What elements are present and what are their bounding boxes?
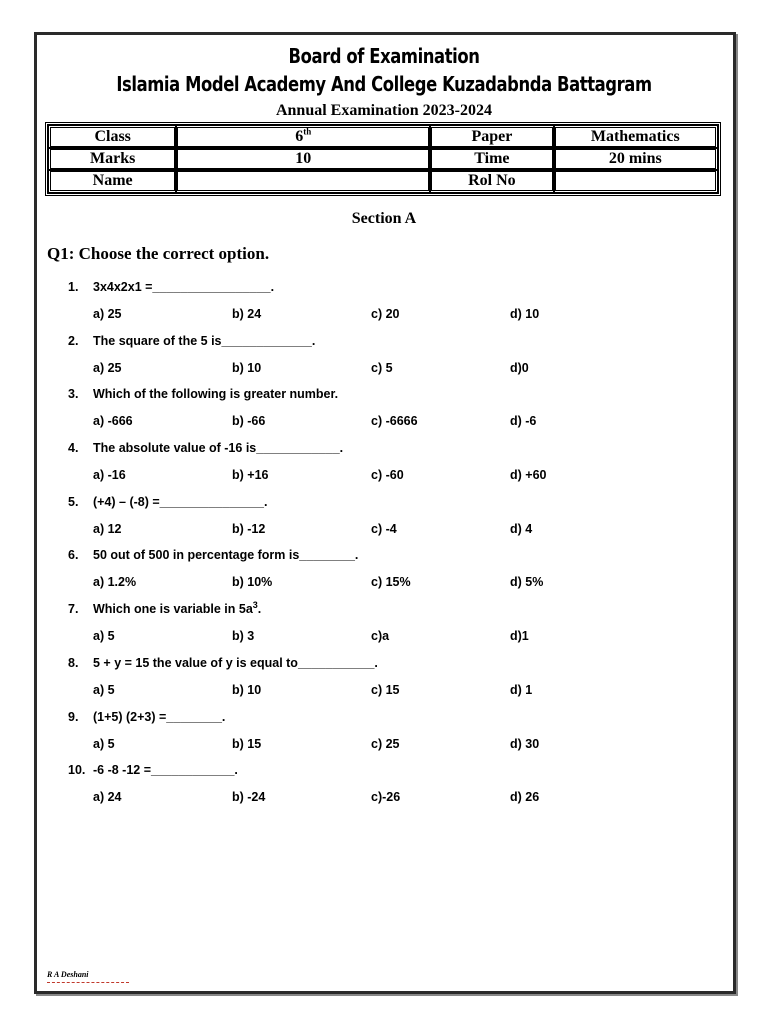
option-row	[93, 412, 693, 430]
question-number: 1.	[68, 280, 79, 294]
option-row	[93, 735, 693, 753]
question-heading: Q1: Choose the correct option.	[47, 244, 270, 263]
question-text: The absolute value of -16 is____________.	[93, 441, 344, 456]
option-row	[93, 627, 693, 645]
question-item	[68, 600, 708, 654]
question-text: Which one is variable in 5a	[93, 602, 253, 617]
option-row	[93, 681, 693, 699]
option-a[interactable]: a) 12	[93, 521, 122, 536]
info-row-name	[50, 171, 716, 191]
question-text: 3x4x2x1 =_________________.	[93, 280, 275, 294]
option-row	[93, 466, 693, 484]
question-number: 5.	[68, 494, 79, 509]
option-b[interactable]: b) 24	[232, 307, 262, 321]
rollno-label: Rol No	[431, 171, 552, 191]
option-row	[93, 520, 693, 538]
time-value: 20 mins	[555, 149, 716, 169]
question-item	[68, 761, 708, 815]
option-c[interactable]: c) 15	[371, 682, 400, 697]
option-c[interactable]: c) -4	[371, 521, 397, 536]
option-d[interactable]: d)0	[510, 360, 529, 375]
option-b[interactable]: b) 10	[232, 360, 262, 375]
time-label: Time	[431, 149, 552, 169]
question-number: 4.	[68, 441, 79, 456]
option-b[interactable]: b) -12	[232, 521, 266, 536]
question-item	[68, 439, 708, 493]
question-text: The square of the 5 is_____________.	[93, 333, 316, 348]
option-b[interactable]: b) 15	[232, 736, 262, 751]
option-a[interactable]: a) 1.2%	[93, 575, 137, 590]
question-number: 3.	[68, 387, 79, 402]
option-d[interactable]: d) 30	[510, 736, 540, 751]
option-b[interactable]: b) 3	[232, 629, 255, 644]
question-text-end: .	[257, 602, 262, 617]
option-row	[93, 573, 693, 591]
option-d[interactable]: d) 10	[510, 307, 540, 321]
option-b[interactable]: b) -24	[232, 790, 266, 805]
signature-underline	[47, 982, 129, 983]
option-a[interactable]: a) -666	[93, 414, 133, 429]
question-list	[68, 278, 708, 815]
question-text: Which of the following is greater number.	[93, 387, 339, 402]
signature: R A Deshani	[47, 970, 89, 979]
paper-label: Paper	[431, 127, 552, 147]
option-row	[93, 788, 693, 806]
option-c[interactable]: c)-26	[371, 790, 401, 805]
rollno-field[interactable]	[555, 171, 716, 191]
info-row-marks	[50, 149, 716, 169]
option-d[interactable]: d) 5%	[510, 575, 544, 590]
question-exponent: 3	[252, 599, 258, 610]
question-text: (1+5) (2+3) =________.	[93, 709, 226, 724]
option-c[interactable]: c) 25	[371, 736, 400, 751]
option-a[interactable]: a) -16	[93, 468, 126, 483]
question-number: 6.	[68, 548, 79, 563]
name-field[interactable]	[177, 171, 429, 191]
question-number: 7.	[68, 602, 79, 617]
question-text: 50 out of 500 in percentage form is________.	[93, 548, 359, 563]
marks-value: 10	[177, 149, 429, 169]
option-row	[93, 305, 693, 323]
option-c[interactable]: c) -60	[371, 468, 404, 483]
option-d[interactable]: d) +60	[510, 468, 547, 483]
option-a[interactable]: a) 25	[93, 360, 122, 375]
option-a[interactable]: a) 5	[93, 682, 115, 697]
question-number: 10.	[68, 763, 86, 778]
question-item	[68, 493, 708, 547]
option-a[interactable]: a) 24	[93, 790, 122, 805]
option-d[interactable]: d) 4	[510, 521, 533, 536]
option-b[interactable]: b) -66	[232, 414, 266, 429]
option-c[interactable]: c) 15%	[371, 575, 411, 590]
option-c[interactable]: c)a	[371, 629, 390, 644]
board-title: Board of Examination	[288, 44, 480, 68]
option-a[interactable]: a) 5	[93, 736, 115, 751]
option-d[interactable]: d) 26	[510, 790, 540, 805]
option-b[interactable]: b) +16	[232, 468, 269, 483]
option-a[interactable]: a) 25	[93, 307, 122, 321]
option-d[interactable]: d) 1	[510, 682, 533, 697]
question-item	[68, 546, 708, 600]
question-item	[68, 332, 708, 386]
option-d[interactable]: d) -6	[510, 414, 537, 429]
section-title: Section A	[351, 210, 417, 227]
option-c[interactable]: c) -6666	[371, 414, 418, 429]
option-row	[93, 359, 693, 377]
question-item	[68, 385, 708, 439]
question-number: 8.	[68, 655, 79, 670]
question-text: 5 + y = 15 the value of y is equal to___________.	[93, 655, 378, 670]
question-item	[68, 708, 708, 762]
name-label: Name	[50, 171, 175, 191]
option-c[interactable]: c) 20	[371, 307, 400, 321]
school-title: Islamia Model Academy And College Kuzadabnda Battagram	[116, 72, 652, 96]
option-b[interactable]: b) 10	[232, 682, 262, 697]
class-value	[177, 127, 429, 147]
question-number: 2.	[68, 333, 79, 348]
question-item	[68, 654, 708, 708]
class-suffix: th	[303, 126, 312, 137]
question-text: (+4) – (-8) =_______________.	[93, 494, 268, 509]
class-label: Class	[50, 127, 175, 147]
paper-value: Mathematics	[555, 127, 716, 147]
option-a[interactable]: a) 5	[93, 629, 115, 644]
marks-label: Marks	[50, 149, 175, 169]
question-text: -6 -8 -12 =____________.	[93, 763, 238, 778]
class-number: 6	[295, 128, 304, 145]
option-d[interactable]: d)1	[510, 629, 529, 644]
exam-title: Annual Examination 2023-2024	[275, 102, 493, 119]
exam-info-table	[45, 122, 721, 196]
option-b[interactable]: b) 10%	[232, 575, 273, 590]
question-number: 9.	[68, 709, 79, 724]
question-item	[68, 278, 708, 332]
info-row-class	[50, 127, 716, 147]
option-c[interactable]: c) 5	[371, 360, 393, 375]
